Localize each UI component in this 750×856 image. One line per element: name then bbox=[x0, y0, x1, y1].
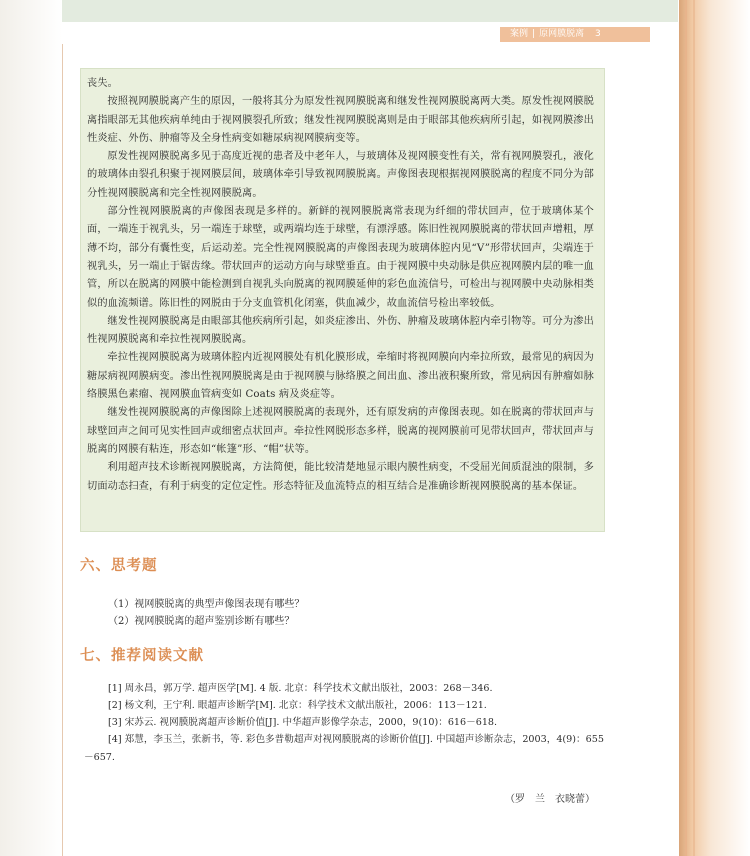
case-paragraph: 牵拉性视网膜脱离为玻璃体腔内近视网膜处有机化膜形成，牵缩时将视网膜向内牵拉所致，最常见的病因为糖尿病视网膜病变。渗出性视网膜脱离是由于视网膜与脉络膜之间出血、渗出液积聚所致，常见病因有肿瘤如脉络膜黑色素瘤、视网膜血管病变如 Coats 病及炎症等。 bbox=[87, 352, 594, 401]
left-page-margin bbox=[0, 0, 62, 856]
case-paragraph: 原发性视网膜脱离多见于高度近视的患者及中老年人，与玻璃体及视网膜变性有关，常有视网膜裂孔，液化的玻璃体由裂孔积聚于视网膜层间，玻璃体牵引导致视网膜脱离。声像图表现根据视网膜脱离的程度不同分为部分性视网膜脱离和完全性视网膜脱离。 bbox=[87, 151, 594, 199]
author-signature: （罗 兰 衣晓蕾） bbox=[505, 794, 595, 805]
right-page-edge-decoration bbox=[679, 0, 750, 856]
reference-item: [1] 周永昌，郭万学. 超声医学[M]. 4 版. 北京：科学技术文献出版社，2003：268－346. bbox=[108, 683, 493, 694]
question-item: （2）视网膜脱离的超声鉴别诊断有哪些？ bbox=[108, 616, 295, 627]
section-title-questions: 六、思考题 bbox=[80, 557, 158, 574]
header-title: 原网膜脱离 bbox=[539, 29, 585, 39]
question-item: （1）视网膜脱离的典型声像图表现有哪些？ bbox=[108, 599, 305, 610]
running-header: 案例 | 原网膜脱离 3 bbox=[500, 27, 650, 42]
case-paragraph: 利用超声技术诊断视网膜脱离，方法简便，能比较清楚地显示眼内膜性病变，不受屈光间质混浊的限制，多切面动态扫查，有利于病变的定位定性。形态特征及血流特点的相互结合是准确诊断视网膜脱离的基本保证。 bbox=[87, 462, 594, 492]
section-title-references: 七、推荐阅读文献 bbox=[80, 647, 204, 664]
case-analysis-box bbox=[80, 68, 605, 532]
case-paragraph: 按照视网膜脱离产生的原因，一般将其分为原发性视网膜脱离和继发性视网膜脱离两大类。原发性视网膜脱离指眼部无其他疾病单纯由于视网膜裂孔所致；继发性视网膜脱离则是由于眼部其他疾病所引起，如视网膜渗出性炎症、外伤、肿瘤等及全身性病变如糖尿病视网膜病变等。 bbox=[87, 96, 594, 144]
reference-item: [4] 郑慧，李玉兰，张新书，等. 彩色多普勒超声对视网膜脱离的诊断价值[J]. 中国超声诊断杂志，2003，4(9)：655－657. bbox=[84, 734, 604, 763]
reference-item: [2] 杨文利，王宁利. 眼超声诊断学[M]. 北京：科学技术文献出版社，2006：113－121. bbox=[108, 700, 487, 711]
page-number: 3 bbox=[594, 29, 601, 39]
case-paragraph: 丧失。 bbox=[87, 78, 119, 89]
case-paragraph: 部分性视网膜脱离的声像图表现是多样的。新鲜的视网膜脱离常表现为纤细的带状回声，位于玻璃体某个面，一端连于视乳头，另一端连于球壁，或两端均连于球壁，有漂浮感。陈旧性视网膜脱离的带状回声增粗，厚薄不均，部分有囊性变，后运动差。完全性视网膜脱离的声像图表现为玻璃体腔内见“V”形带状回声，尖端连于视乳头，另一端止于锯齿缘。带状回声的运动方向与球壁垂直。由于视网膜中央动脉是供应视网膜内层的唯一血管，所以在脱离的网膜中能检测到自视乳头向脱离的视网膜延伸的彩色血流信号，可检出与视网膜中央动脉相类似的血流频谱。陈旧性的网脱由于分支血管机化闭塞，供血减少，故血流信号检出率较低。 bbox=[87, 206, 594, 309]
header-chapter: 案例 bbox=[510, 29, 529, 39]
case-paragraph: 继发性视网膜脱离的声像图除上述视网膜脱离的表现外，还有原发病的声像图表现。如在脱离的带状回声与球壁回声之间可见实性回声或细密点状回声。牵拉性网脱形态多样，脱离的视网膜前可见带状回声，带状回声与脱离的网膜有粘连，形态如“帐篷”形、“帽”状等。 bbox=[87, 407, 594, 455]
page-header-band bbox=[62, 0, 678, 22]
case-paragraph: 继发性视网膜脱离是由眼部其他疾病所引起，如炎症渗出、外伤、肿瘤及玻璃体腔内牵引物等。可分为渗出性视网膜脱离和牵拉性视网膜脱离。 bbox=[87, 315, 594, 346]
reference-item: [3] 宋苏云. 视网膜脱离超声诊断价值[J]. 中华超声影像学杂志，2000，9(10)：616－618. bbox=[108, 717, 498, 728]
